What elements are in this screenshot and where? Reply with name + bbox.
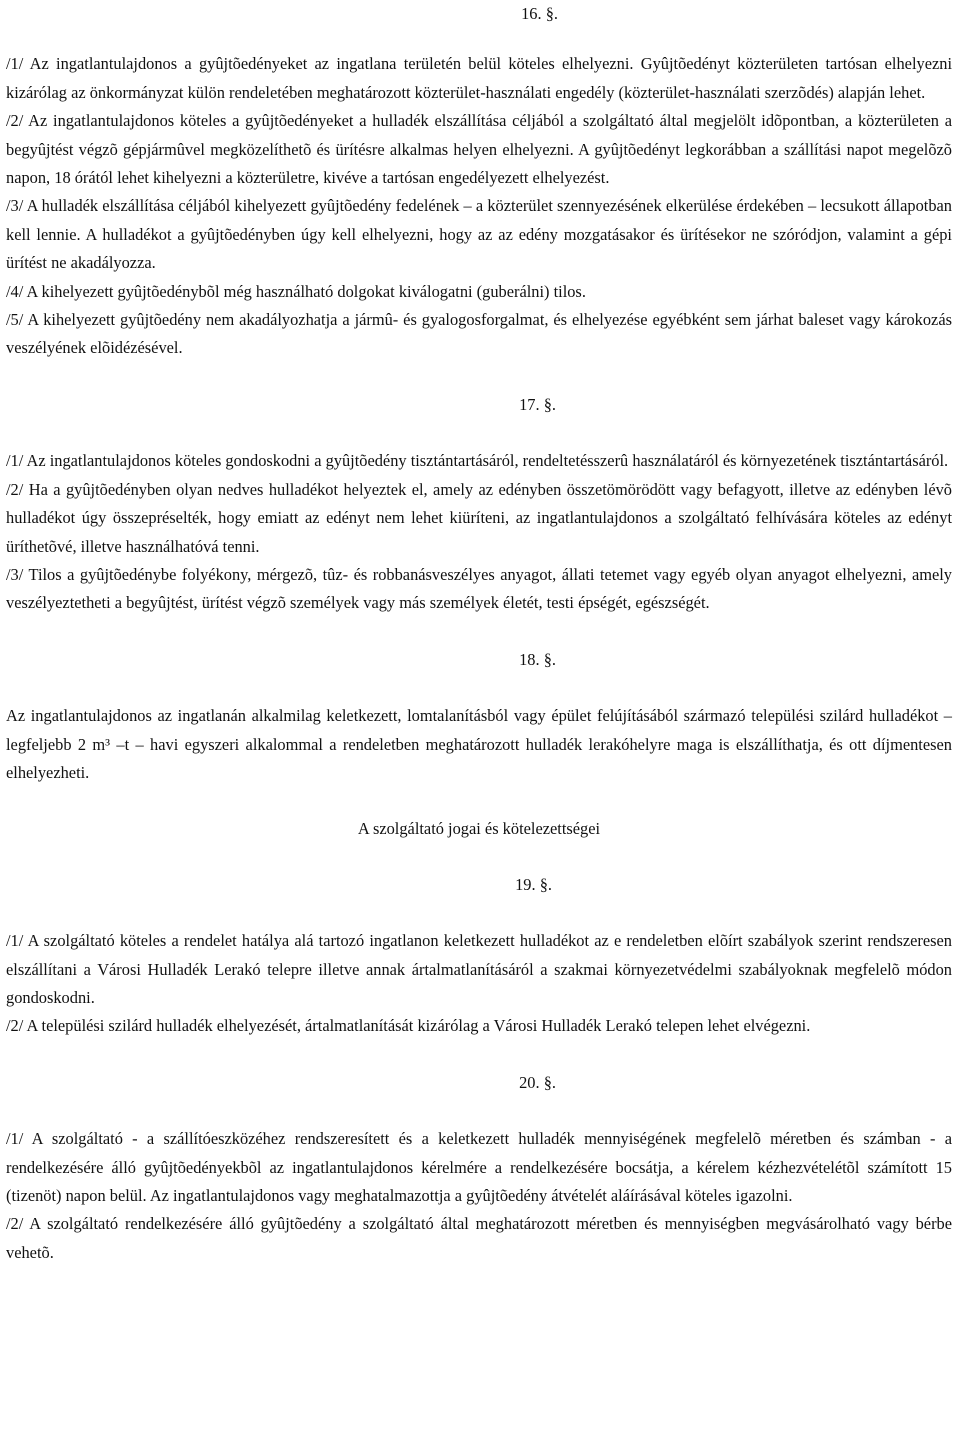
section-17-para-3: /3/ Tilos a gyûjtõedénybe folyékony, mérgezõ, tûz- és robbanásveszélyes anyagot, állati tetemet vagy egyéb olyan anyagot elhelyezni, amely veszélyeztetheti a begyûjtést, ürítést végzõ személyek vagy más személyek életét, testi épségét, egészségét. bbox=[6, 564, 952, 613]
section-16-para-1: /1/ Az ingatlantulajdonos a gyûjtõedényeket az ingatlana területén belül köteles elhelyezni. Gyûjtõedényt közterületen tartósan elhelyezni kizárólag az önkormányzat külön rendeletében meghatározott közterület-használati engedély (közterület-használati szerzõdés) alapján lehet. bbox=[6, 54, 952, 102]
section-20-para-2: /2/ A szolgáltató rendelkezésére álló gyûjtõedény a szolgáltató által meghatározott méretben és mennyiségben megvásárolható vagy bérbe vehetõ. bbox=[6, 1214, 952, 1262]
chapter-heading: A szolgáltató jogai és kötelezettségei bbox=[357, 819, 601, 839]
section-19-para-1: /1/ A szolgáltató köteles a rendelet hatálya alá tartozó ingatlanon keletkezett hulladékot az e rendeletben elõírt szabályok szerint rendszeresen elszállítani a Városi Hulladék Lerakó telepre illetve annak ártalmatlanításáról a szakmai környezetvédelmi szabályoknak megfelelõ módon gondoskodni. bbox=[6, 931, 952, 1007]
section-20-para-1: /1/ A szolgáltató - a szállítóeszközéhez rendszeresített és a keletkezett hulladék mennyiségének megfelelõ méretben és számban - a rendelkezésére álló gyûjtõedényekbõl az ingatlantulajdonos kérelmére a rendelkezésére bocsátja, a kérelem kézhezvételétõl számított 15 (tizenöt) napon belül. Az ingatlantulajdonos vagy meghatalmazottja a gyûjtõedény átvételét aláírásával köteles igazolni. bbox=[6, 1129, 952, 1205]
section-16-title: 16. §. bbox=[521, 4, 558, 23]
section-19-para-2: /2/ A települési szilárd hulladék elhelyezését, ártalmatlanítását kizárólag a Városi Hulladék Lerakó telepen lehet elvégezni. bbox=[6, 1016, 811, 1036]
section-19-title: 19. §. bbox=[515, 874, 552, 894]
section-17-para-1: /1/ Az ingatlantulajdonos köteles gondoskodni a gyûjtõedény tisztántartásáról, rendeltetésszerû használatáról és környezetének tisztántartásáról. bbox=[6, 451, 949, 471]
section-20-title: 20. §. bbox=[519, 1072, 556, 1092]
section-18-para-1: Az ingatlantulajdonos az ingatlanán alkalmilag keletkezett, lomtalanításból vagy épület felújításából származó települési szilárd hulladékot – legfeljebb 2 m³ –t – havi egyszeri alkalommal a rendeletben meghatározott hulladék lerakóhelyre maga is elszállíthatja, és ott díjmentesen elhelyezheti. bbox=[6, 706, 952, 782]
section-18-title: 18. §. bbox=[519, 649, 556, 669]
section-16-para-4: /4/ A kihelyezett gyûjtõedénybõl még használható dolgokat kiválogatni (guberálni) tilos. bbox=[6, 281, 586, 301]
section-16-para-5: /5/ A kihelyezett gyûjtõedény nem akadályozhatja a jármû- és gyalogosforgalmat, és elhelyezése egyébként sem járhat baleset vagy károkozás veszélyének elõidézésével. bbox=[6, 310, 952, 358]
section-16-para-3: /3/ A hulladék elszállítása céljából kihelyezett gyûjtõedény fedelének – a közterület szennyezésének elkerülése érdekében – lecsukott állapotban kell lennie. A hulladékot a gyûjtõedényben úgy kell elhelyezni, hogy az az edény mozgatásakor és ürítésekor ne szóródjon, valamint a gépi ürítést ne akadályozza. bbox=[6, 196, 952, 273]
section-16-para-2: /2/ Az ingatlantulajdonos köteles a gyûjtõedényeket a hulladék elszállítása céljából a szolgáltató által megjelölt idõpontban, a közterületen a begyûjtést végzõ gépjármûvel megközelíthetõ és ürítésre alkalmas helyen elhelyezni. A gyûjtõedényt legkorábban a szállítási napot megelõzõ napon, 18 órától lehet kihelyezni a közterületre, kivéve a tartósan engedélyezett elhelyezést. bbox=[6, 111, 952, 188]
section-17-title: 17. §. bbox=[519, 394, 556, 414]
section-17-para-2: /2/ Ha a gyûjtõedényben olyan nedves hulladékot helyeztek el, amely az edényben összetömörödött vagy befagyott, illetve az edényben lévõ hulladékot úgy összepréselték, hogy emiatt az edényt nem lehet kiüríteni, az ingatlantulajdonos a szolgáltató felhívására köteles az edényt üríthetõvé, illetve használhatóvá tenni. bbox=[6, 479, 952, 556]
